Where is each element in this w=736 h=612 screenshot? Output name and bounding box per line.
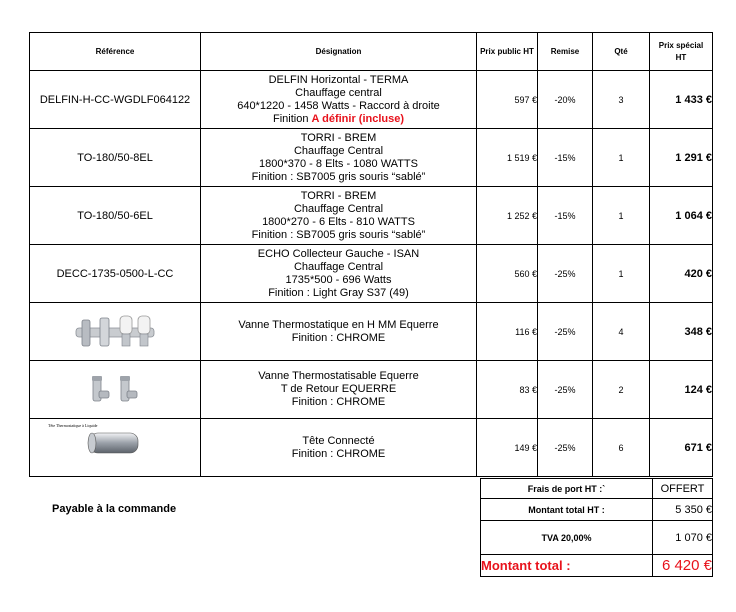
row-total: 124 € <box>650 361 713 419</box>
designation-line: Finition : CHROME <box>291 447 386 460</box>
row-image-cell <box>30 303 201 361</box>
designation-line: 1800*270 - 6 Elts - 810 WATTS <box>262 215 415 228</box>
designation-line: Vanne Thermostatisable Equerre <box>258 370 419 382</box>
designation-line: ECHO Collecteur Gauche - ISAN <box>257 247 420 260</box>
row-reference: TO-180/50-8EL <box>30 129 201 187</box>
row-total: 348 € <box>650 303 713 361</box>
row-prix-public: 597 € <box>477 71 538 129</box>
totals-table <box>480 478 713 577</box>
designation-line: Finition : CHROME <box>291 396 386 408</box>
row-designation <box>201 245 477 303</box>
row-remise: -25% <box>538 419 593 477</box>
row-remise: -20% <box>538 71 593 129</box>
designation-line: Finition : SB7005 gris souris “sablé” <box>251 228 426 241</box>
grand-total-label: Montant total : <box>481 555 653 577</box>
row-prix-public: 1 519 € <box>477 129 538 187</box>
totals-row-subtotal <box>481 499 713 521</box>
row-qte: 1 <box>593 129 650 187</box>
row-qte: 2 <box>593 361 650 419</box>
row-prix-public: 149 € <box>477 419 538 477</box>
designation-line: Vanne Thermostatique en H MM Equerre <box>238 318 439 331</box>
designation-line: TORRI - BREM <box>300 131 377 144</box>
subtotal-value: 5 350 € <box>653 499 713 521</box>
designation-line: Chauffage central <box>295 86 382 99</box>
header-prix-special <box>650 33 713 71</box>
row-prix-public: 1 252 € <box>477 187 538 245</box>
row-designation <box>201 419 477 477</box>
row-prix-public: 83 € <box>477 361 538 419</box>
payment-terms: Payable à la commande <box>52 503 177 515</box>
connected-head-image <box>80 428 150 458</box>
row-reference: TO-180/50-6EL <box>30 187 201 245</box>
row-total: 1 433 € <box>650 71 713 129</box>
subtotal-label: Montant total HT : <box>481 499 653 521</box>
table-row <box>30 419 713 477</box>
designation-line: Finition : CHROME <box>291 331 386 344</box>
table-row <box>30 71 713 129</box>
designation-line: Finition : SB7005 gris souris “sablé” <box>251 170 426 183</box>
designation-line: 1800*370 - 8 Elts - 1080 WATTS <box>259 157 418 170</box>
row-qte: 1 <box>593 187 650 245</box>
table-row <box>30 361 713 419</box>
row-qte: 3 <box>593 71 650 129</box>
row-total: 1 064 € <box>650 187 713 245</box>
row-designation <box>201 187 477 245</box>
table-row <box>30 129 713 187</box>
designation-line: T de Retour EQUERRE <box>280 383 397 395</box>
thermostatisable-valve-image <box>85 373 145 407</box>
thermostatic-valve-h-image <box>70 314 160 350</box>
image-caption: Tête Thermostatique à Liquide <box>48 423 98 428</box>
designation-line: Finition : Light Gray S37 (49) <box>268 286 409 299</box>
designation-line: Tête Connecté <box>302 434 375 447</box>
header-qte: Qté <box>593 33 650 71</box>
totals-row-grand <box>481 555 713 577</box>
row-designation <box>201 303 477 361</box>
row-designation <box>201 361 477 419</box>
designation-line: 1735*500 - 696 Watts <box>285 273 392 286</box>
row-reference: DELFIN-H-CC-WGDLF064122 <box>30 71 201 129</box>
header-prix-special-line2: HT <box>675 52 687 62</box>
header-prix-public: Prix public HT <box>477 33 538 71</box>
totals-row-vat <box>481 521 713 555</box>
row-remise: -15% <box>538 129 593 187</box>
row-designation <box>201 71 477 129</box>
row-total: 1 291 € <box>650 129 713 187</box>
designation-line: Chauffage Central <box>293 260 384 273</box>
row-qte: 1 <box>593 245 650 303</box>
shipping-label: Frais de port HT :` <box>481 479 653 499</box>
finition-to-define: A définir (incluse) <box>311 112 405 125</box>
totals-row-shipping <box>481 479 713 499</box>
row-designation <box>201 129 477 187</box>
row-image-cell <box>30 361 201 419</box>
grand-total-value: 6 420 € <box>653 555 713 577</box>
table-row <box>30 187 713 245</box>
header-reference: Référence <box>30 33 201 71</box>
row-qte: 6 <box>593 419 650 477</box>
row-remise: -25% <box>538 303 593 361</box>
finition-prefix: Finition <box>272 112 312 125</box>
vat-value: 1 070 € <box>653 521 713 555</box>
row-remise: -25% <box>538 245 593 303</box>
row-image-cell <box>30 419 201 477</box>
designation-line: 640*1220 - 1458 Watts - Raccord à droite <box>237 99 440 112</box>
header-designation: Désignation <box>201 33 477 71</box>
designation-line: DELFIN Horizontal - TERMA <box>268 73 409 86</box>
designation-finition <box>201 113 476 126</box>
row-total: 420 € <box>650 245 713 303</box>
designation-line: Chauffage Central <box>293 144 384 157</box>
row-reference: DECC-1735-0500-L-CC <box>30 245 201 303</box>
designation-line: Chauffage Central <box>293 202 384 215</box>
quote-table <box>29 32 713 477</box>
row-remise: -15% <box>538 187 593 245</box>
row-remise: -25% <box>538 361 593 419</box>
table-row <box>30 303 713 361</box>
header-prix-special-line1: Prix spécial <box>658 40 704 50</box>
row-qte: 4 <box>593 303 650 361</box>
table-header-row <box>30 33 713 71</box>
header-remise: Remise <box>538 33 593 71</box>
row-prix-public: 116 € <box>477 303 538 361</box>
row-total: 671 € <box>650 419 713 477</box>
shipping-value: OFFERT <box>653 479 713 499</box>
designation-line: TORRI - BREM <box>300 189 377 202</box>
row-prix-public: 560 € <box>477 245 538 303</box>
table-row <box>30 245 713 303</box>
vat-label: TVA 20,00% <box>481 521 653 555</box>
